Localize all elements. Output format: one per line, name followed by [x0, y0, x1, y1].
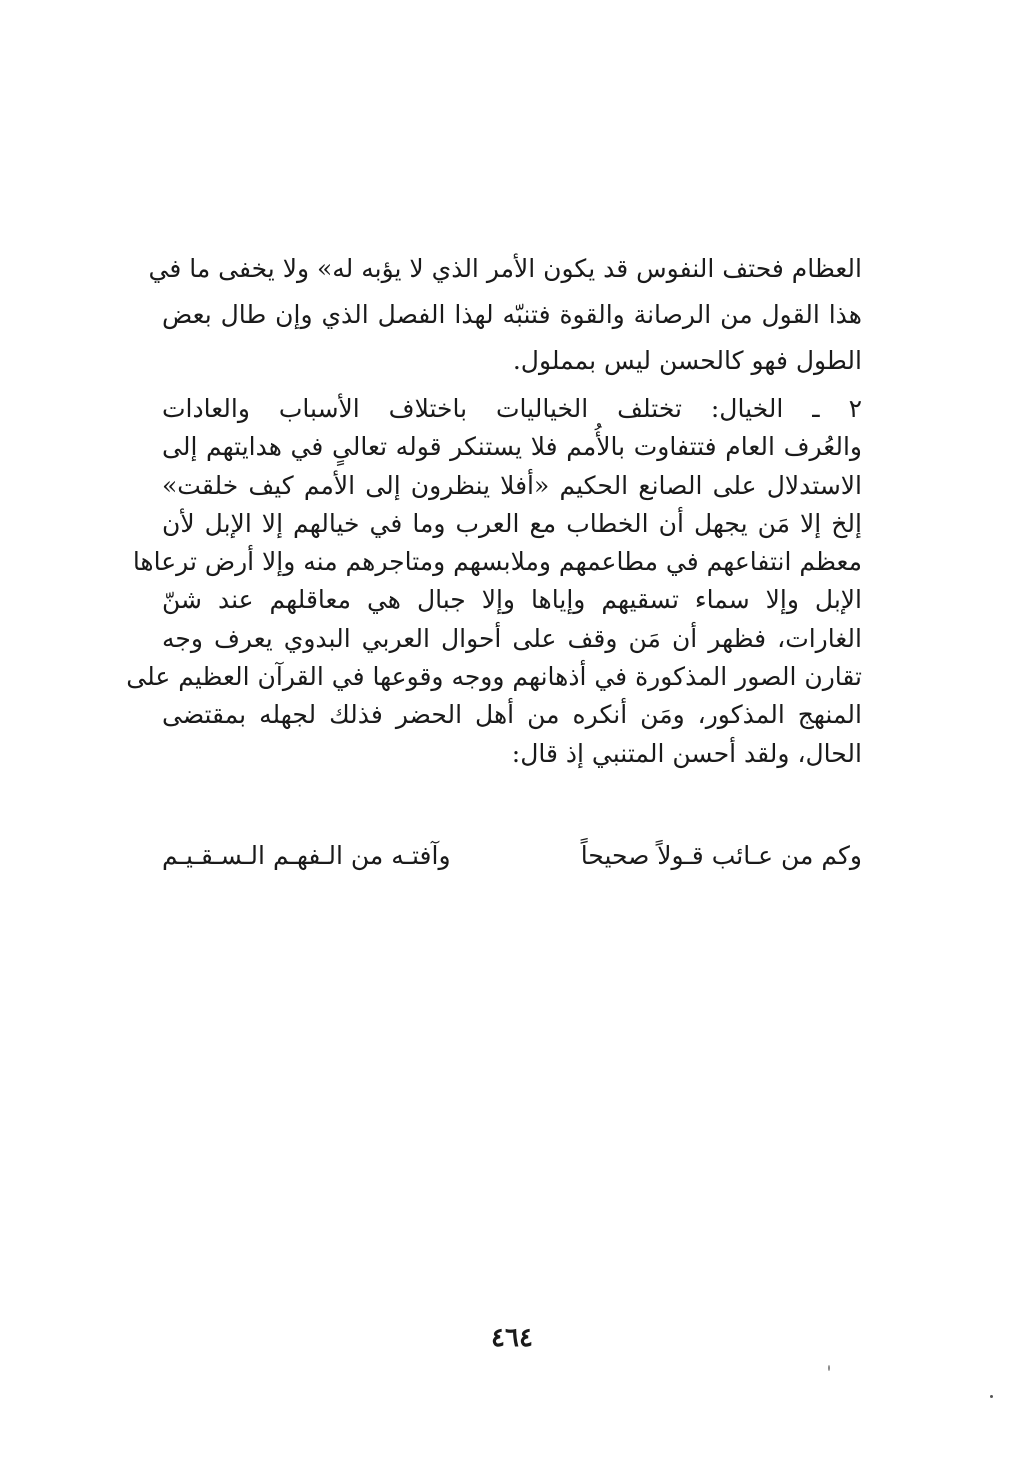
paragraph-line: إلخ إلا مَن يجهل أن الخطاب مع العرب وما في خيالهم إلا الإبل لأن	[162, 508, 862, 538]
paragraph-line: الطول فهو كالحسن ليس بمملول.	[512, 346, 862, 375]
paragraph-line: الإبل وإلا سماء تسقيهم وإياها وإلا جبال هي معاقلهم عند شنّ	[162, 585, 862, 615]
paragraph-line: المنهج المذكور، ومَن أنكره من أهل الحضر فذلك لجهله بمقتضى	[162, 700, 862, 730]
poetry-verse	[162, 836, 862, 876]
scan-speck	[990, 1395, 993, 1398]
paragraph-line: الاستدلال على الصانع الحكيم «أفلا ينظرون إلى الأمم كيف خلقت»	[162, 470, 862, 500]
paragraph-line: العظام فحتف النفوس قد يكون الأمر الذي لا يؤبه له» ولا يخفى ما في	[148, 254, 862, 283]
paragraph-line: الغارات، فظهر أن مَن وقف على أحوال العربي البدوي يعرف وجه	[162, 623, 862, 653]
verse-second-hemistich: وآفتـه من الـفهـم الـسـقـيـم	[162, 841, 451, 870]
paragraph-line: والعُرف العام فتتفاوت بالأُمم فلا يستنكر قوله تعالىٍ في هدايتهم إلى	[162, 432, 862, 462]
paragraph-1	[148, 246, 862, 384]
paragraph-line: هذا القول من الرصانة والقوة فتنبّه لهذا الفصل الذي وإن طال بعض	[162, 300, 862, 329]
paragraph-line: معظم انتفاعهم في مطاعمهم وملابسهم ومتاجرهم منه وإلا أرض ترعاها	[132, 547, 862, 577]
scan-speck	[828, 1365, 830, 1371]
paragraph-line: ٢ ـ الخيال: تختلف الخياليات باختلاف الأسباب والعادات	[162, 394, 862, 423]
paragraph-line: الحال، ولقد أحسن المتنبي إذ قال:	[511, 738, 862, 768]
verse-first-hemistich: وكم من عـائب قـولاً صحيحاً	[580, 841, 862, 870]
page-number: ٤٦٤	[491, 1323, 533, 1353]
paragraph-2	[126, 390, 862, 773]
paragraph-line: تقارن الصور المذكورة في أذهانهم ووجه وقوعها في القرآن العظيم على	[126, 662, 862, 692]
